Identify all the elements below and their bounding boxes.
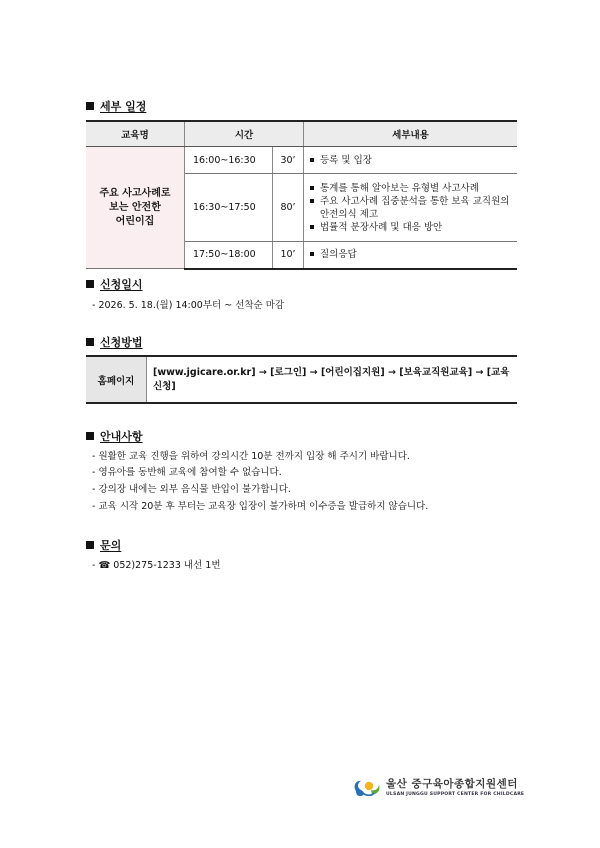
column-header-details: 세부내용 <box>304 121 518 147</box>
column-header-time: 시간 <box>185 121 304 147</box>
application-method-heading: 신청방법 <box>86 334 143 350</box>
application-method-table <box>86 355 517 404</box>
square-bullet-icon <box>86 541 94 549</box>
notice-item: - 강의장 내에는 외부 음식물 반입이 불가합니다. <box>92 484 291 495</box>
column-header-course: 교육명 <box>86 121 185 147</box>
application-date-heading: 신청일시 <box>86 276 143 292</box>
bullet-icon <box>310 158 314 162</box>
notice-item: - 원활한 교육 진행을 위하여 강의시간 10분 전까지 입장 해 주시기 바랍니다. <box>92 451 410 462</box>
minutes-cell: 80’ <box>273 174 304 242</box>
time-cell: 16:00~16:30 <box>185 147 273 174</box>
schedule-table <box>86 120 517 270</box>
bullet-icon <box>310 186 314 190</box>
childcare-center-logo-icon <box>352 775 382 797</box>
bullet-icon <box>310 199 314 203</box>
notice-item: - 교육 시작 20분 후 부터는 교육장 입장이 불가하며 이수증을 발급하지 않습니다. <box>92 501 429 512</box>
logo-english-name: ULSAN JUNGGU SUPPORT CENTER FOR CHILDCARE <box>386 791 525 797</box>
time-cell: 16:30~17:50 <box>185 174 273 242</box>
square-bullet-icon <box>86 338 94 346</box>
table-row <box>86 356 517 403</box>
minutes-cell: 10’ <box>273 242 304 269</box>
schedule-heading: 세부 일정 <box>86 98 146 114</box>
square-bullet-icon <box>86 102 94 110</box>
notice-item: - 영유아를 동반해 교육에 참여할 수 없습니다. <box>92 467 282 478</box>
application-date-text: - 2026. 5. 18.(월) 14:00부터 ~ 선착순 마감 <box>92 300 285 311</box>
details-cell: 질의응답 <box>304 242 518 269</box>
homepage-label: 홈페이지 <box>86 356 147 403</box>
details-cell: 등록 및 입장 <box>304 147 518 174</box>
square-bullet-icon <box>86 280 94 288</box>
homepage-steps: [www.jgicare.or.kr] → [로그인] → [어린이집지원] → [보육교직원교육] → [교육신청] <box>147 356 518 403</box>
course-name-cell: 주요 사고사례로 보는 안전한 어린이집 <box>86 147 185 269</box>
center-logo <box>352 775 524 797</box>
bullet-icon <box>310 252 314 256</box>
inquiry-text: - ☎ 052)275-1233 내선 1번 <box>92 560 221 571</box>
square-bullet-icon <box>86 432 94 440</box>
minutes-cell: 30’ <box>273 147 304 174</box>
details-cell: 통계를 통해 알아보는 유형별 사고사례 주요 사고사례 집중분석을 통한 보육 교직원의 안전의식 제고 법률적 분장사례 및 대응 방안 <box>304 174 518 242</box>
notice-heading: 안내사항 <box>86 428 143 444</box>
logo-korean-name: 울산 중구육아종합지원센터 <box>386 777 518 790</box>
time-cell: 17:50~18:00 <box>185 242 273 269</box>
bullet-icon <box>310 225 314 229</box>
inquiry-heading: 문의 <box>86 537 121 553</box>
table-row <box>86 147 517 174</box>
